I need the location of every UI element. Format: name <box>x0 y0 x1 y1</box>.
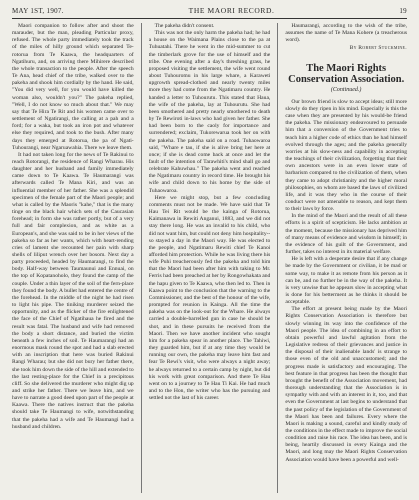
paragraph: Haumarangi, according to the wish of the tribe, assumes the name of Te Mana Kohere (a treacherous word). <box>285 23 408 44</box>
column-1 <box>12 23 134 493</box>
byline-prefix: By <box>349 45 357 52</box>
column-divider <box>277 23 278 493</box>
header-page-number: 19 <box>399 7 407 15</box>
paragraph: The pakeha didn't consent. <box>154 23 215 29</box>
byline-name: Robert Stuckmine. <box>358 45 408 52</box>
article-title: The Maori Rights Conservation Association. <box>288 62 405 85</box>
column-3 <box>285 23 407 493</box>
column-divider <box>141 23 142 493</box>
paragraph: It had not taken long for the news of Te Rakinui to reach Rotorangi, the residence of Rangi Wharau. His daughter and her husband and family immediately came down to Te Kaawa. Te Haumarangi was afterwards called Te Mana Kiri, and was an influential member of her father. She was a splendid specimen of the female part of the Maori people; and what is called by the Maoris "kahe," that is the many tinge on the black hair which sets of the Caucasian forehead; in form she was rather portly, but of a very full and fair complexion, and as white as a European's, and she was said to be in her views of the pakeha so far as her wants, which with heart-rending cries of lament she recounted her pain with sharp shells of liliput wrench over her bosom. Next day a party proceeded, headed by Haumarangi, to find the body. Half-way between Taumaunui and Ennuai, on the top of Kopatanoholo, they found the camp of the couple. Under a thin layer of the soil of the fern-place they found the body. A bullet had entered the centre of the forehead. In the middle of the night he had risen to light his pipe. The tiniking murderer seized the opportunity, and as the flicker of the fire enlightened the face of the Chief of Ngatihaua he fired and the result was fatal. The husband and wife had removed the body a short distance, and buried the victim beneath a few inches of soil. Te Haumarangi had an enormous mask round the spot and had a slab erected with an inscription that here was buried Rakinui Rangi Wharau; but she did not bury her father there, she took him down the side of the hill and extended to the last resting-place for the Chief in a precipitous cliff. So she delivered the murderer who might dig up and strike her father. There we leave him, and we have to narrate a good deed upon part of the people at Kaawa. There the natives instruct that the pakeha should take Te Haumangi to wife, notwithstanding that the pakeha had a wife and Te Haumangi had a husband and children. <box>12 151 134 430</box>
article-byline <box>285 45 407 52</box>
page-header <box>12 6 407 16</box>
paragraph: The effort at present being made by the Maori Rights Conservation Association is therefore but slowly winning its way into the confidence of the Maori people. The idea of combining in an effort to obtain powerful and lawful agitation from the Legislative redress of their grievances and justice in the disposal of their inalienable lands' is strange to those even of the old and unaccustomed; and the progress made is satisfactory and encouraging. The best feature in that progress has been the thought that brought the benefit of the Association movement, had thorough understanding that the Association is in sympathy with and with an interest in it, too, and that even the Government at last begins to understand that the past policy of the legislation of the Government of the Maori has been and failures. Every where the Maori is making a sound, careful and kindly study of the conditions in the effect made to improve the social condition and raise his race. The idea has been, and is being, heartily discussed in every Kainga and the Maori, and long may the Maori Rights Conservation Association would have been a powerful and well- <box>285 306 408 463</box>
paragraph: Our brown friend is slow to accept ideas; still more slowly do they ripen in his mind. Especially is this the case when they are presented by his would-be friend the pakeha. The missionary endeavoured to persuade him that a conversion of the Government tries to teach him a higher code of ethics than he had himself evolved through the ages; and the pakeha generally worries at his slow-ness and capability in accepting the teachings of their civilization, forgetting that their own ancestors were in an even lower state of barbarism compared to the civilization of them, when they came to adopt christianity and the higher moral philosophies, on whom are based the laws of civilized life, and it was they who in the course of their conduct were not amenable to reason, and kept them to their laws by force. <box>285 98 408 213</box>
paragraph: He is left with a desperate desire that if any change be made by the Government or civilian, it be mad or some way, to make it as remote from his person as it can be, and no further be in the way of the pakeha. It is very unwise that he appears slow in accepting what is done for his betterment as he thinks it should be acceptable. <box>285 256 408 306</box>
paragraph: In the mind of the Maori and the result of all these efforts is a spirit of scepticism. He lacks ambition at the moment, because the missionary has deprived him of many means of evidence and wisdom in himself; in the evidence of his guilt of the Government, and further, takes no interest in its material welfare. <box>285 213 408 256</box>
paragraph: Here we might stop, but a few concluding comments must not be made. We have said that Te Hau Tei Rit would be the kainga of Rotorua, Kaimanawa in Rewiti Anganui, 1883, and we did not stay there long. He was an invalid to his child, who did not want him, but could not deny him hospitality-- so stayed a day in the Maori way. He was elected to the people, and Ngatimaru Rewiti chief Te Kanoi afforded him protection. While he was living there his wife Puhi treacherously fed the pakeha and told him that the Maori had been after him with taking to Mr. Ferris had been preached at her by Rongowhakata and the hapu given to Te Kaawa, who then led to. Then in Kaawa point to the conclusion that the warning to the Commissioner, and the best of the honour of the wife, prompted for reunion in Kainga. All the time the pakeha was on the look-out for the Whare. He always carried a double-barrelled gun in case he should be shot, and in these pursuits he received from the Maori. Then we have another incident who sought him for a pakeha spear in another place. The Tahiwi, they guarded him, but if at any time they would be running our own, the pakeha may leave him fast and fear Te Rewi's visit, who were always a night away; he always returned to a certain camp by night, but did his work with great comparison. And there Te Hau went on to a journey to Te Hau Ti Kai. He had much and to the Hon, the writer who has the pursuing and settled not the last of his career. <box>148 194 271 402</box>
header-rule <box>12 18 407 19</box>
paragraph: This was not the only harm the pakeha had; he had a house on the Waimana Plains close to the pa at Tuhuatahi. There he went in the mid-summer to cut the timberlark grove for the use of himself and the tribe. One evening after a day's threshing grass, he proposed visiting the settlement, the wife went round about Tuhouromu in his large whare, a Karaweti upgrowth spread-clothed and nearly twenty miles more they had come from the Ngatimaru country. He handed a letter to Tuhourutu. This stated that Haua, the wife of the pakeha, lay at Tuhourutu. She had been smothered and pretty nearly smothered to death by Te Rewiroti in-laws who had given her father. She had been born to the caoly for importance and surrendered; exclaim, Tukorewarua took her on with the pakeha. The pakeha said on a road. Tuhaowaroa said, "Whare e tau, if she is alive bring her here at once; if she is dead come back at once and let the fault of the intention of Tarawhiti's mind shall go and celebrate Kahuwhau." The pakeha went and reached the Ngatimaru country in record time. He brought his wife and child down to his home by the side of Tuhaowaroa. <box>148 30 271 194</box>
header-publication: THE MAORI RECORD. <box>188 6 275 15</box>
column-2 <box>149 23 271 493</box>
paragraph: Maori companion to follow after and shoot the marauder, but the man, pleading Particular proxy, refused. The whole party immediately took the track of the miles of hilly ground which separated Te-rotorua from Te Kaawa, the headquarters of Ngatihuru, and, on arriving there Mihirere described the whole transaction to the people. After the speech Te Ana, head chief of the tribe, walked over to the pakeha and shook him cordially by the hand. He said, "You did very well, for you would have killed the woman also, wouldn't you?" The pakeha replied, "Well, I do not know so much about that." We may say that Te Hira Te Rit and his women came over to settlement of Ngatirangi, the calling at a pah and a ford; for a waka, but took an iron pot and whatever else they required, and took to the bush. After many days they emerged at Rotorua, the pa of Ngati-Tuhourangi, near Ngaruawahia. There we leave them. <box>12 23 134 151</box>
article-subtitle: (Continued.) <box>330 86 362 93</box>
header-date: MAY 1ST, 1907. <box>12 7 64 15</box>
columns <box>12 23 407 493</box>
